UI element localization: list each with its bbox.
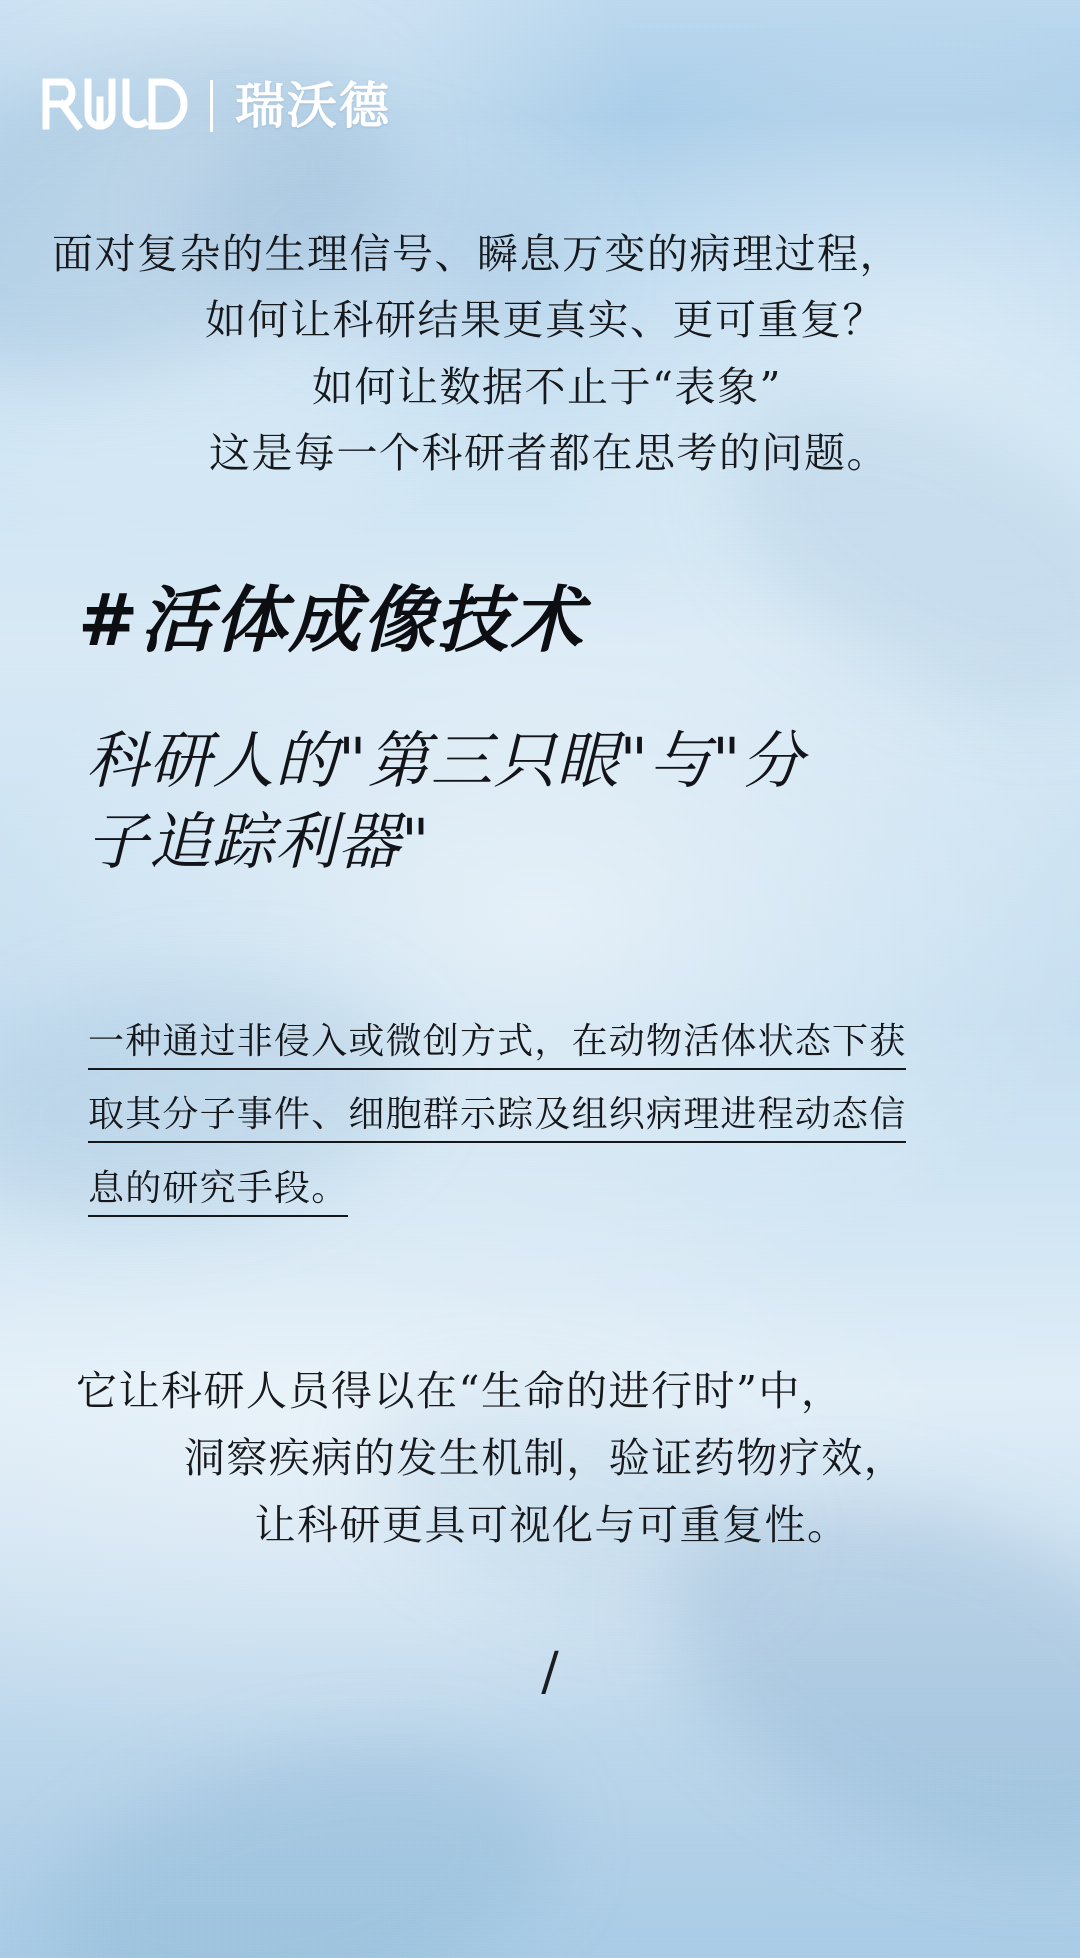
headline-hashtag: #活体成像技术: [78, 576, 585, 662]
closing-line: 洞察疾病的发生机制，验证药物疗效，: [183, 1434, 907, 1483]
definition-text: 一种通过非侵入或微创方式，在动物活体状态下获取其分子事件、细胞群示踪及组织病理进程动态信息的研究手段。: [88, 1021, 906, 1218]
background-blur-shape: [16, 1699, 583, 1958]
footer-slash-divider: /: [541, 1641, 559, 1702]
logo-divider: [210, 80, 213, 132]
intro-line: 如何让数据不止于“表象”: [312, 362, 782, 411]
closing-paragraph: [46, 1358, 1034, 1560]
brand-name-cn: 瑞沃德: [235, 77, 391, 134]
closing-line: 它让科研人员得以在“生命的进行时”中，: [76, 1367, 844, 1415]
intro-line: 面对复杂的生理信号、瞬息万变的病理过程，: [52, 230, 902, 278]
brand-logo: [0, 0, 1080, 137]
definition-block: [88, 1005, 924, 1226]
rwd-logomark-icon: [40, 74, 190, 137]
subheadline: 科研人的"第三只眼"与"分子追踪利器": [86, 724, 805, 879]
intro-line: 如何让科研结果更真实、更可重复？: [205, 296, 885, 345]
closing-line: 让科研更具可视化与可重复性。: [254, 1501, 850, 1550]
intro-paragraph: [46, 221, 1034, 487]
intro-line: 这是每一个科研者都在思考的问题。: [209, 429, 889, 478]
